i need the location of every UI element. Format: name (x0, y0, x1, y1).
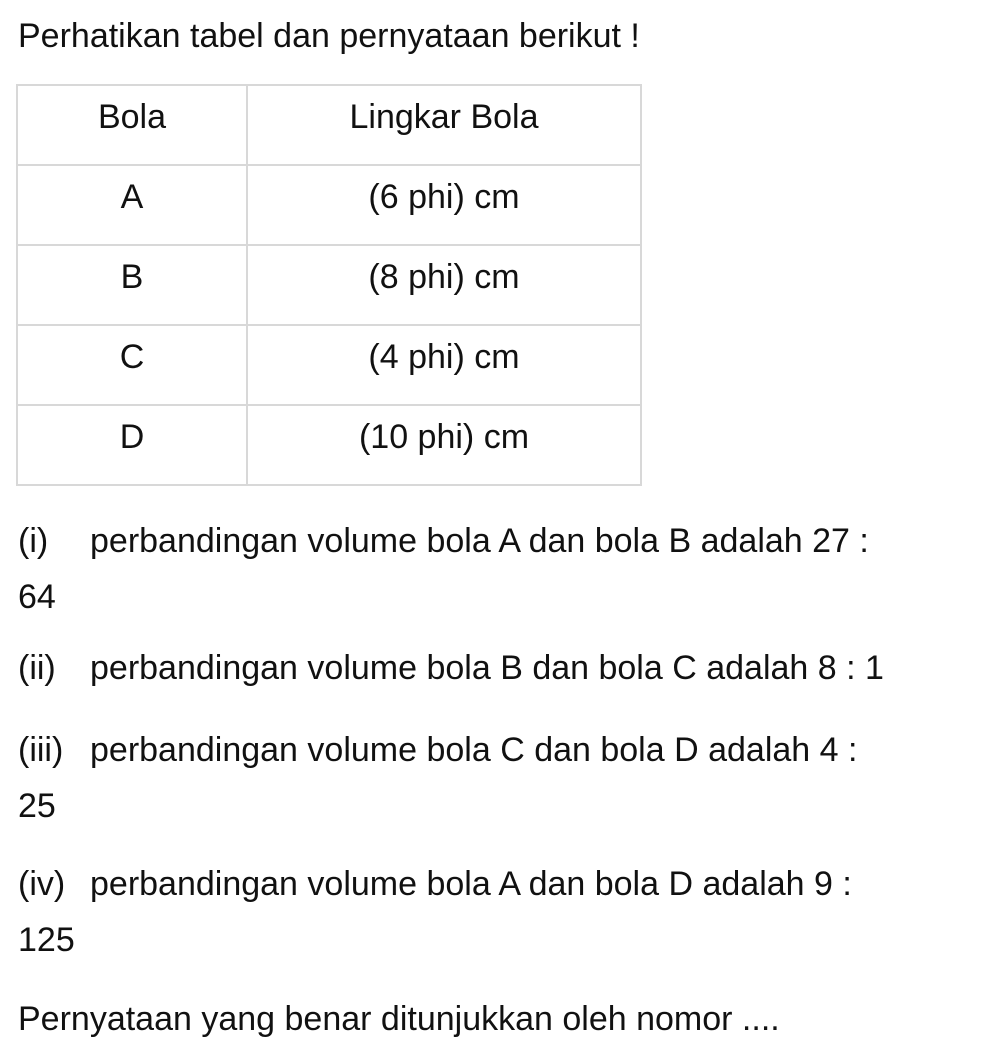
table-cell-bola: D (17, 405, 247, 485)
statement-iv (18, 856, 978, 968)
statement-label: (i) (18, 522, 49, 560)
statement-i (18, 513, 978, 625)
table-cell-lingkar: (8 phi) cm (247, 245, 641, 325)
table-row (17, 245, 641, 325)
table-cell-bola: C (17, 325, 247, 405)
statement-label: (iv) (18, 865, 66, 903)
statement-label: (ii) (18, 649, 56, 687)
intro-text: Perhatikan tabel dan pernyataan berikut ! (18, 17, 640, 55)
table-cell-bola: A (17, 165, 247, 245)
statement-text: perbandingan volume bola C dan bola D adalah 4 : (90, 731, 858, 769)
statement-text: perbandingan volume bola B dan bola C adalah 8 : 1 (90, 649, 884, 687)
table-cell-lingkar: (6 phi) cm (247, 165, 641, 245)
table-cell-lingkar: (4 phi) cm (247, 325, 641, 405)
table-row (17, 325, 641, 405)
statement-continuation: 25 (18, 787, 56, 825)
ball-circumference-table (16, 84, 642, 486)
header-lingkar-bola: Lingkar Bola (247, 85, 641, 165)
statement-text: perbandingan volume bola A dan bola D adalah 9 : (90, 865, 852, 903)
table-cell-lingkar: (10 phi) cm (247, 405, 641, 485)
statement-text: perbandingan volume bola A dan bola B adalah 27 : (90, 522, 869, 560)
header-bola: Bola (17, 85, 247, 165)
question-prompt: Pernyataan yang benar ditunjukkan oleh nomor .... (18, 1000, 780, 1038)
table-row (17, 165, 641, 245)
statement-ii (18, 640, 978, 696)
table-header-row (17, 85, 641, 165)
statement-label: (iii) (18, 731, 64, 769)
table-row (17, 405, 641, 485)
statement-continuation: 125 (18, 921, 75, 959)
table-cell-bola: B (17, 245, 247, 325)
statement-continuation: 64 (18, 578, 56, 616)
statement-iii (18, 722, 978, 834)
